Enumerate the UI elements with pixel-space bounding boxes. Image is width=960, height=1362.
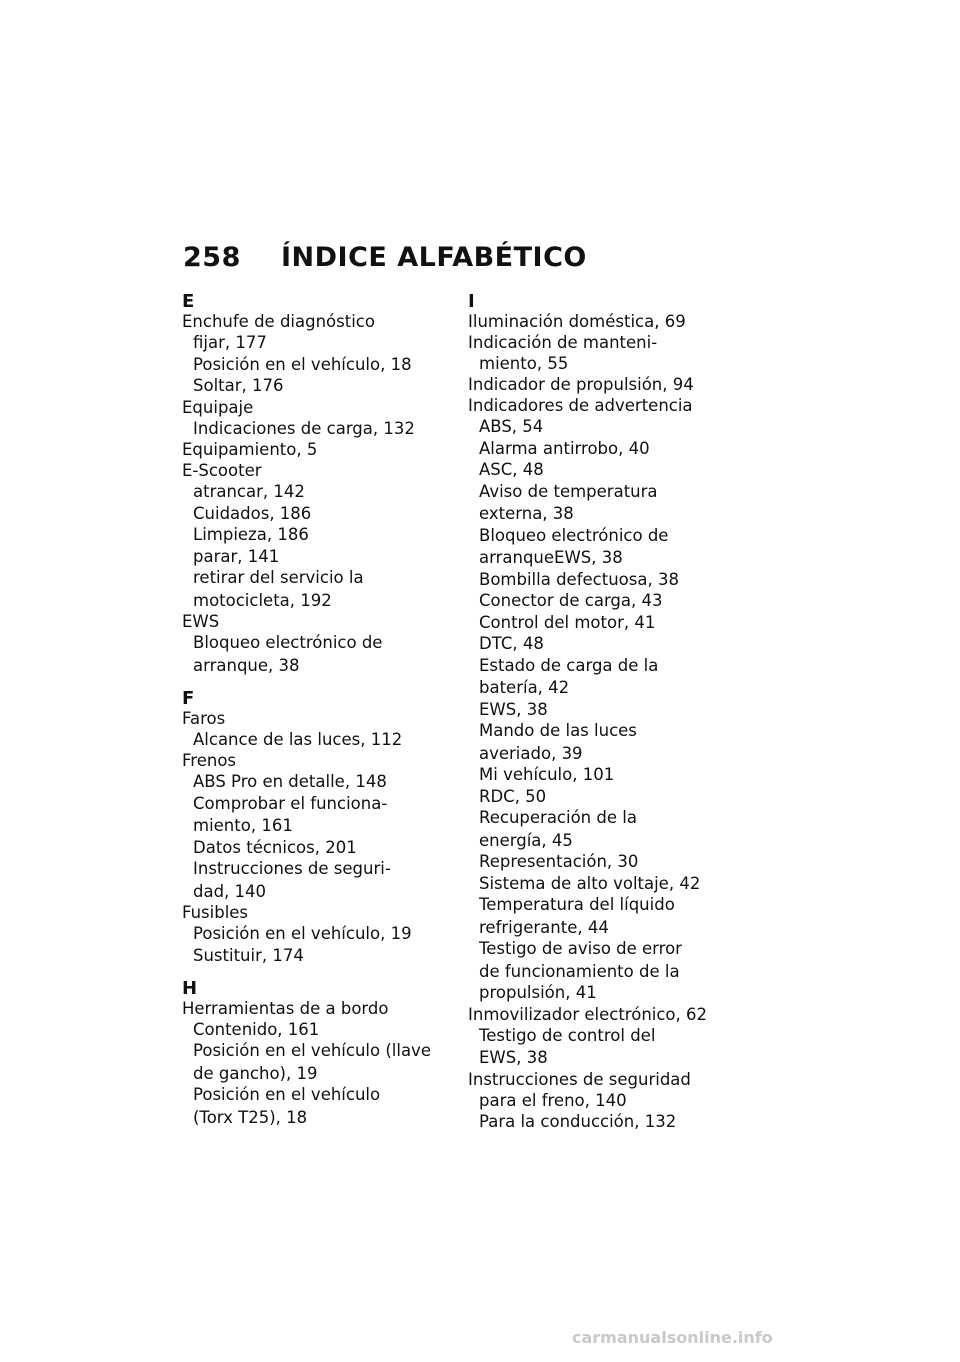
- index-subentry: [468, 1025, 738, 1069]
- index-subentry-text: Soltar, 176: [193, 376, 284, 395]
- index-subentry-text: parar, 141: [193, 546, 280, 566]
- index-subentry-text: Instrucciones de seguri-: [193, 859, 391, 878]
- index-subentry: [468, 1111, 738, 1132]
- index-subentry-text: ABS, 54: [479, 417, 544, 436]
- index-entry: [468, 374, 738, 395]
- index-subentries: [182, 729, 452, 750]
- index-term: [182, 611, 452, 632]
- index-subentry: [468, 612, 738, 633]
- index-term: [182, 439, 452, 460]
- index-subentry: [468, 481, 738, 525]
- index-term: [182, 750, 452, 771]
- index-subentry: [182, 771, 452, 792]
- index-entry: [182, 998, 452, 1128]
- index-subentry: [468, 569, 738, 590]
- index-subentries: [182, 632, 452, 676]
- index-term: [182, 460, 452, 481]
- index-subentry-text: Bombilla defectuosa, 38: [479, 569, 679, 589]
- index-subentry: [182, 945, 452, 966]
- index-subentry-text: Testigo de control del: [479, 1025, 656, 1045]
- index-subentry: [468, 633, 738, 654]
- index-entry: [182, 397, 452, 439]
- index-column-right: [468, 292, 738, 1133]
- index-subentry: [182, 418, 452, 439]
- index-subentry-text: Posición en el vehículo, 18: [193, 354, 412, 374]
- page-title: ÍNDICE ALFABÉTICO: [281, 242, 587, 273]
- index-entry: [182, 902, 452, 966]
- index-letter: F: [182, 687, 195, 709]
- index-subentry-text: Posición en el vehículo, 19: [193, 924, 412, 943]
- index-term-text: Faros: [182, 708, 226, 728]
- index-subentry: [182, 524, 452, 545]
- index-term-text: Fusibles: [182, 903, 249, 922]
- index-subentry: [182, 923, 452, 944]
- index-subentry-text: RDC, 50: [479, 786, 547, 806]
- index-subentry: [182, 503, 452, 524]
- index-term-text: E-Scooter: [182, 461, 262, 480]
- index-subentry-text: Conector de carga, 43: [479, 591, 663, 610]
- index-subentry-text: Cuidados, 186: [193, 503, 312, 523]
- index-subentry-text: EWS, 38: [479, 699, 548, 719]
- page-number: 258: [183, 242, 241, 273]
- index-subentries: [182, 1019, 452, 1128]
- index-subentry-text: Aviso de temperatura: [479, 481, 658, 501]
- index-subentry-continuation: miento, 161: [193, 816, 293, 835]
- index-subentry-text: propulsión, 41: [479, 983, 597, 1002]
- index-subentry-text: Recuperación de la: [479, 808, 637, 827]
- index-term-text: Enchufe de diagnóstico: [182, 312, 375, 331]
- index-subentry: [182, 1040, 452, 1084]
- index-subentry-text: DTC, 48: [479, 634, 544, 653]
- index-subentry-text: Testigo de aviso de error: [479, 939, 682, 958]
- index-entry: [468, 311, 738, 332]
- index-entry: [182, 439, 452, 460]
- index-term-text: Instrucciones de seguridad: [468, 1069, 691, 1089]
- index-subentry: [182, 858, 452, 902]
- index-subentry-text: Bloqueo electrónico de: [479, 525, 669, 545]
- index-subentry-text: Temperatura del líquido: [479, 895, 675, 914]
- index-subentry: [182, 546, 452, 567]
- index-subentry: [468, 655, 738, 699]
- index-letter: I: [468, 291, 475, 312]
- index-subentry: [468, 938, 738, 982]
- index-subentry-text: Contenido, 161: [193, 1019, 320, 1039]
- index-subentry: [468, 894, 738, 938]
- index-term: [468, 374, 738, 395]
- index-subentry-text: Posición en el vehículo (llave: [193, 1041, 431, 1060]
- index-entry: [468, 1004, 738, 1069]
- index-term-text: Indicadores de advertencia: [468, 396, 693, 415]
- index-subentry: [468, 525, 738, 569]
- index-subentries: [468, 416, 738, 1003]
- index-term-text: Indicación de manteni-: [468, 333, 658, 352]
- index-subentry-continuation: EWS, 38: [479, 1048, 548, 1067]
- page-header: [183, 242, 587, 273]
- index-subentry-text: Bloqueo electrónico de: [193, 633, 383, 652]
- index-subentry: [182, 793, 452, 837]
- index-term: [182, 708, 452, 729]
- index-term: [182, 397, 452, 418]
- index-term: [468, 332, 738, 374]
- index-subentry: [182, 567, 452, 611]
- index-subentry: [468, 459, 738, 480]
- index-subentries: [182, 771, 452, 902]
- index-term-text: Equipamiento, 5: [182, 440, 318, 459]
- index-entry: [182, 311, 452, 396]
- index-term: [182, 998, 452, 1019]
- index-entry: [182, 611, 452, 676]
- index-term-text: Herramientas de a bordo: [182, 998, 389, 1018]
- index-subentry: [182, 375, 452, 396]
- index-subentry: [468, 699, 738, 720]
- index-subentry-text: atrancar, 142: [193, 482, 305, 501]
- index-subentry: [468, 438, 738, 459]
- index-subentry-text: Datos técnicos, 201: [193, 837, 357, 857]
- index-subentry: [468, 786, 738, 807]
- index-subentry-text: Alarma antirrobo, 40: [479, 438, 650, 458]
- index-subentry-text: Limpieza, 186: [193, 525, 309, 544]
- index-term: [468, 311, 738, 332]
- index-subentry-text: Comprobar el funciona-: [193, 793, 388, 813]
- index-subentry: [182, 332, 452, 353]
- index-subentry-text: Mi vehículo, 101: [479, 765, 615, 784]
- index-subentry-text: Mando de las luces: [479, 721, 637, 740]
- index-entry: [182, 708, 452, 750]
- index-subentry-continuation: arranqueEWS, 38: [479, 548, 623, 567]
- index-subentry: [468, 720, 738, 764]
- index-subentries: [182, 418, 452, 439]
- index-subentry-continuation: de gancho), 19: [193, 1063, 318, 1083]
- index-subentry-text: fijar, 177: [193, 333, 267, 352]
- index-subentry-continuation: refrigerante, 44: [479, 917, 609, 937]
- index-subentry-text: ABS Pro en detalle, 148: [193, 772, 387, 791]
- index-subentries: [182, 332, 452, 396]
- index-entry: [182, 460, 452, 611]
- index-term-text: Iluminación doméstica, 69: [468, 312, 686, 331]
- index-term: [468, 1004, 738, 1025]
- index-subentry-text: Indicaciones de carga, 132: [193, 418, 415, 438]
- index-subentry-text: retirar del servicio la: [193, 568, 364, 587]
- index-subentry: [182, 354, 452, 375]
- index-subentry: [182, 729, 452, 750]
- index-subentries: [182, 923, 452, 966]
- index-entry: [182, 750, 452, 902]
- index-subentry: [182, 1084, 452, 1128]
- index-subentry: [182, 481, 452, 502]
- index-term-text: Indicador de propulsión, 94: [468, 375, 694, 394]
- index-subentry: [182, 1019, 452, 1040]
- index-subentry-continuation: averiado, 39: [479, 743, 583, 763]
- index-subentry-text: Estado de carga de la: [479, 655, 659, 675]
- index-subentry-text: Posición en el vehículo: [193, 1085, 381, 1104]
- index-subentry: [182, 632, 452, 676]
- index-subentry: [468, 982, 738, 1003]
- index-subentry-text: Para la conducción, 132: [479, 1112, 677, 1131]
- index-subentry-continuation: arranque, 38: [193, 655, 300, 675]
- index-subentry: [468, 807, 738, 851]
- index-subentry: [182, 837, 452, 858]
- index-term: [182, 902, 452, 923]
- index-subentry-continuation: dad, 140: [193, 881, 267, 901]
- index-entry: [468, 1069, 738, 1133]
- index-subentry-text: Alcance de las luces, 112: [193, 729, 403, 749]
- index-subentry: [468, 873, 738, 894]
- index-subentry-text: Sistema de alto voltaje, 42: [479, 873, 701, 893]
- index-entry: [468, 332, 738, 374]
- index-term: [182, 311, 452, 332]
- index-term: [468, 1069, 738, 1090]
- index-term-text: EWS: [182, 612, 220, 631]
- index-subentries: [468, 1090, 738, 1133]
- index-term-text: Inmovilizador electrónico, 62: [468, 1004, 708, 1024]
- index-subentry: [468, 851, 738, 872]
- index-entry: [468, 395, 738, 1003]
- index-subentry-continuation: de funcionamiento de la: [479, 961, 680, 981]
- index-subentry: [468, 416, 738, 437]
- index-subentry-continuation: energía, 45: [479, 830, 573, 850]
- index-column-left: [182, 292, 452, 1128]
- index-subentry-text: Representación, 30: [479, 852, 639, 871]
- index-letter: H: [182, 977, 198, 999]
- index-subentry-text: para el freno, 140: [479, 1090, 627, 1110]
- index-subentry: [468, 1090, 738, 1111]
- index-term-continuation: miento, 55: [479, 354, 569, 373]
- index-subentry-text: Control del motor, 41: [479, 612, 656, 632]
- index-subentry: [468, 590, 738, 611]
- index-subentries: [182, 481, 452, 611]
- index-subentry-text: Sustituir, 174: [193, 945, 304, 965]
- index-term-text: Frenos: [182, 751, 237, 770]
- index-subentry: [468, 764, 738, 785]
- index-subentries: [468, 1025, 738, 1069]
- index-subentry-continuation: externa, 38: [479, 504, 574, 523]
- index-subentry-continuation: motocicleta, 192: [193, 590, 332, 610]
- index-term-text: Equipaje: [182, 397, 254, 417]
- index-letter: E: [182, 291, 195, 312]
- index-subentry-continuation: batería, 42: [479, 678, 570, 697]
- watermark[interactable]: carmanualsonline.info: [572, 1328, 773, 1347]
- index-term: [468, 395, 738, 416]
- index-subentry-continuation: (Torx T25), 18: [193, 1107, 308, 1127]
- index-subentry-text: ASC, 48: [479, 460, 544, 479]
